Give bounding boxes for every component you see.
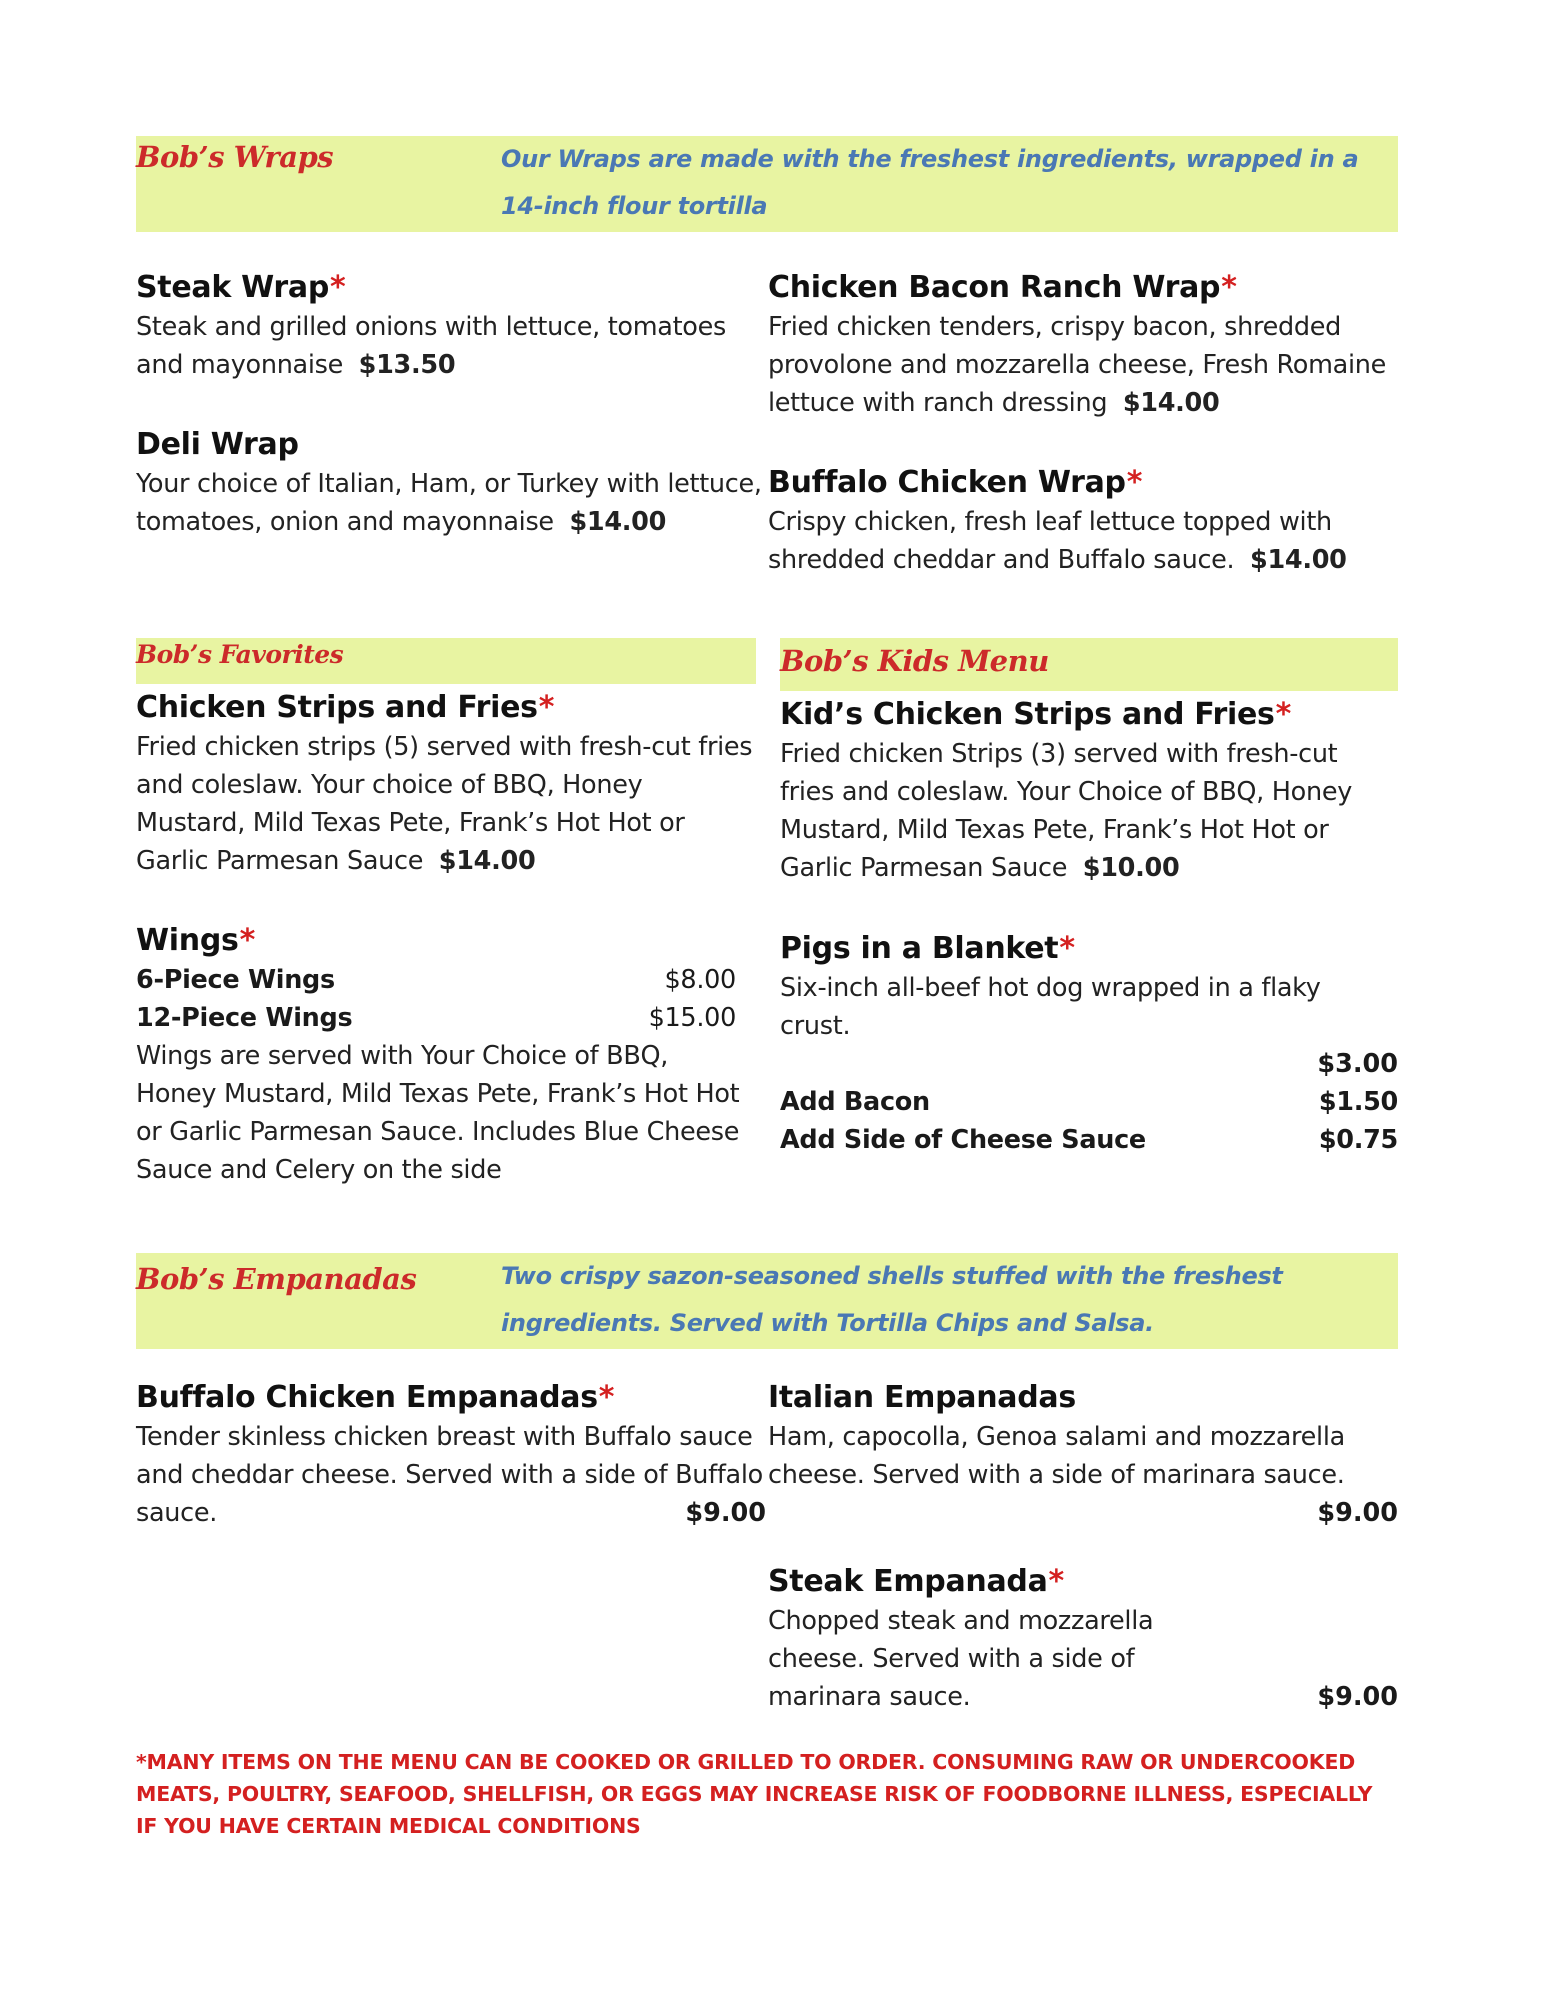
- item-name-text: Buffalo Chicken Empanadas: [136, 1380, 598, 1415]
- item-price: $9.00: [685, 1498, 766, 1528]
- item-description: Chopped steak and mozzarella cheese. Served with a side of marinara sauce.: [768, 1606, 1154, 1712]
- item-name: [136, 921, 756, 961]
- menu-page: [136, 0, 1398, 2000]
- food-safety-disclaimer: *MANY ITEMS ON THE MENU CAN BE COOKED OR GRILLED TO ORDER. CONSUMING RAW OR UNDERCOOKED MEATS, POULTRY, SEAFOOD, SHELLFISH, OR EGGS MAY INCREASE RISK OF FOODBORNE ILLNESS, ESPECIALLY IF YOU HAVE CERTAIN MEDICAL CONDITIONS: [136, 1750, 1373, 1838]
- item-description: [136, 728, 756, 880]
- item-price: $14.00: [1122, 388, 1220, 418]
- kids-section-title: Bob’s Kids Menu: [780, 644, 1049, 678]
- wings-option-row: [136, 961, 736, 999]
- menu-item-deli-wrap: [136, 425, 766, 541]
- item-description: [780, 735, 1398, 887]
- item-desc-text: Steak and grilled onions with lettuce, tomatoes and mayonnaise: [136, 312, 726, 380]
- item-desc-text: Fried chicken tenders, crispy bacon, shredded provolone and mozzarella cheese, Fresh Romaine lettuce with ranch dressing: [768, 312, 1386, 418]
- item-description: [136, 308, 756, 384]
- addon-label: Add Bacon: [780, 1087, 930, 1117]
- menu-item-chicken-strips: [136, 688, 756, 880]
- item-desc-text: Fried chicken strips (5) served with fresh-cut fries and coleslaw. Your choice of BBQ, Honey Mustard, Mild Texas Pete, Frank’s Hot Hot or Garlic Parmesan Sauce: [136, 732, 753, 876]
- item-name: [768, 268, 1398, 308]
- empanadas-section-description: Two crispy sazon-seasoned shells stuffed with the freshest ingredients. Served with Tortilla Chips and Salsa.: [501, 1262, 1283, 1337]
- favorites-section-title: Bob’s Favorites: [136, 640, 344, 669]
- item-price: $10.00: [1082, 853, 1180, 883]
- item-description: [768, 503, 1398, 579]
- menu-item-pigs-in-a-blanket: [780, 929, 1398, 1159]
- star-marker: *: [1126, 465, 1143, 500]
- item-name: [768, 1562, 1398, 1602]
- item-desc-text: Crispy chicken, fresh leaf lettuce topped with shredded cheddar and Buffalo sauce.: [768, 507, 1332, 575]
- item-desc-text: Fried chicken Strips (3) served with fresh-cut fries and coleslaw. Your Choice of BBQ, Honey Mustard, Mild Texas Pete, Frank’s Hot Hot or Garlic Parmesan Sauce: [780, 739, 1353, 883]
- item-price: $3.00: [1317, 1049, 1398, 1079]
- wings-option-row: [136, 999, 736, 1037]
- menu-item-buffalo-chicken-wrap: [768, 463, 1398, 579]
- star-marker: *: [1221, 270, 1237, 305]
- item-price: $14.00: [569, 507, 667, 537]
- menu-item-kids-chicken-strips: [780, 695, 1398, 887]
- item-price: $14.00: [438, 846, 536, 876]
- menu-item-buffalo-chicken-empanadas: [136, 1378, 766, 1532]
- item-desc-text: Your choice of Italian, Ham, or Turkey with lettuce, tomatoes, onion and mayonnaise: [136, 469, 762, 537]
- star-marker: *: [1059, 931, 1075, 966]
- item-name-text: Steak Wrap: [136, 270, 330, 305]
- item-name: [136, 425, 766, 465]
- item-name: [136, 268, 756, 308]
- item-price: $9.00: [1317, 1682, 1398, 1712]
- item-name-text: Italian Empanadas: [768, 1380, 1076, 1415]
- item-name: [136, 1378, 766, 1418]
- star-marker: *: [538, 690, 555, 725]
- star-marker: *: [1048, 1564, 1064, 1599]
- option-price: $15.00: [648, 1003, 736, 1033]
- menu-item-wings: [136, 921, 756, 1189]
- item-description: Six-inch all-beef hot dog wrapped in a flaky crust.: [780, 973, 1321, 1041]
- item-name-text: Pigs in a Blanket: [780, 931, 1059, 966]
- star-marker: *: [1275, 697, 1292, 732]
- option-label: 6-Piece Wings: [136, 965, 335, 995]
- item-name-text: Buffalo Chicken Wrap: [768, 465, 1126, 500]
- item-name-text: Kid’s Chicken Strips and Fries: [780, 697, 1275, 732]
- item-price: $13.50: [358, 350, 456, 380]
- star-marker: *: [598, 1380, 615, 1415]
- addon-price: $0.75: [1318, 1125, 1398, 1155]
- item-name: [780, 929, 1398, 969]
- item-name: [780, 695, 1398, 735]
- item-name: [768, 463, 1398, 503]
- item-price: $9.00: [1317, 1498, 1398, 1528]
- item-name-text: Chicken Strips and Fries: [136, 690, 538, 725]
- item-name-text: Wings: [136, 923, 239, 958]
- item-description: Ham, capocolla, Genoa salami and mozzarella cheese. Served with a side of marinara sauce.: [768, 1422, 1345, 1490]
- addon-label: Add Side of Cheese Sauce: [780, 1125, 1146, 1155]
- option-price: $8.00: [664, 965, 736, 995]
- menu-item-italian-empanadas: [768, 1378, 1398, 1532]
- wraps-section-description: Our Wraps are made with the freshest ingredients, wrapped in a 14-inch flour tortilla: [501, 145, 1359, 220]
- menu-item-steak-empanada: [768, 1562, 1398, 1716]
- addon-row: [780, 1121, 1398, 1159]
- item-name-text: Chicken Bacon Ranch Wrap: [768, 270, 1221, 305]
- addon-row: [780, 1083, 1398, 1121]
- addon-price: $1.50: [1318, 1087, 1398, 1117]
- item-name-text: Steak Empanada: [768, 1564, 1048, 1599]
- star-marker: *: [239, 923, 255, 958]
- item-name-text: Deli Wrap: [136, 427, 299, 462]
- option-label: 12-Piece Wings: [136, 1003, 353, 1033]
- menu-item-chicken-bacon-ranch-wrap: [768, 268, 1398, 422]
- item-name: [136, 688, 756, 728]
- item-description: [136, 465, 766, 541]
- star-marker: *: [330, 270, 346, 305]
- item-price: $14.00: [1250, 545, 1347, 575]
- item-description: [768, 308, 1398, 422]
- empanadas-section-title: Bob’s Empanadas: [136, 1262, 417, 1296]
- item-name: [768, 1378, 1398, 1418]
- item-description: Wings are served with Your Choice of BBQ, Honey Mustard, Mild Texas Pete, Frank’s Hot Hot or Garlic Parmesan Sauce. Includes Blue Cheese Sauce and Celery on the side: [136, 1041, 740, 1185]
- wraps-section-title: Bob’s Wraps: [136, 140, 334, 174]
- item-description: Tender skinless chicken breast with Buffalo sauce and cheddar cheese. Served with a side of Buffalo sauce.: [136, 1422, 763, 1528]
- menu-item-steak-wrap: [136, 268, 756, 384]
